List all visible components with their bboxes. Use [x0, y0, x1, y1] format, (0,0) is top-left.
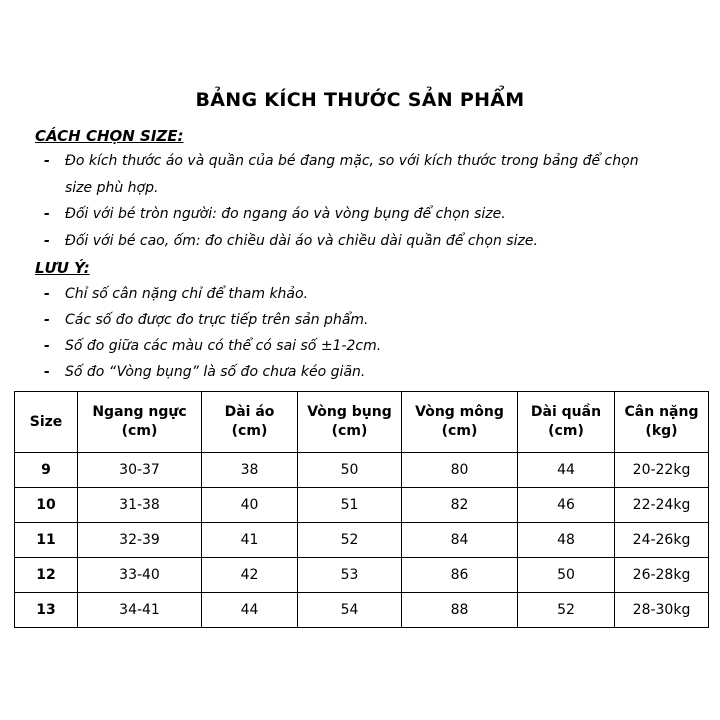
table-row	[15, 558, 709, 593]
note-text: Chỉ số cân nặng chỉ để tham khảo.	[65, 286, 309, 302]
cell-pants-length: 48	[518, 523, 615, 558]
cell-waist: 54	[298, 593, 402, 628]
cell-shirt-length: 40	[202, 488, 298, 523]
cell-size: 11	[15, 523, 78, 558]
cell-hip: 88	[402, 593, 518, 628]
bullet-dash: -	[44, 364, 50, 380]
cell-weight: 20-22kg	[615, 453, 709, 488]
cell-chest: 30-37	[78, 453, 202, 488]
header-weight: Cân nặng (kg)	[615, 392, 709, 453]
cell-pants-length: 52	[518, 593, 615, 628]
cell-hip: 80	[402, 453, 518, 488]
choose-size-text: Đối với bé cao, ốm: đo chiều dài áo và chiều dài quần để chọn size.	[65, 233, 538, 249]
header-pants-length: Dài quần (cm)	[518, 392, 615, 453]
table-header-row	[15, 392, 709, 453]
cell-weight: 22-24kg	[615, 488, 709, 523]
bullet-dash: -	[44, 312, 50, 328]
cell-chest: 31-38	[78, 488, 202, 523]
header-hip: Vòng mông (cm)	[402, 392, 518, 453]
cell-hip: 86	[402, 558, 518, 593]
cell-size: 10	[15, 488, 78, 523]
choose-size-heading: CÁCH CHỌN SIZE:	[35, 127, 184, 145]
header-size: Size	[15, 392, 78, 453]
bullet-dash: -	[44, 338, 50, 354]
cell-chest: 33-40	[78, 558, 202, 593]
choose-size-text: Đo kích thước áo và quần của bé đang mặc, so với kích thước trong bảng để chọn	[65, 153, 639, 169]
cell-shirt-length: 44	[202, 593, 298, 628]
note-text: Số đo giữa các màu có thể có sai số ±1-2cm.	[65, 338, 382, 354]
cell-weight: 24-26kg	[615, 523, 709, 558]
bullet-dash: -	[44, 153, 50, 169]
note-text: Số đo “Vòng bụng” là số đo chưa kéo giãn.	[65, 364, 366, 380]
bullet-dash: -	[44, 233, 50, 249]
cell-shirt-length: 41	[202, 523, 298, 558]
header-waist: Vòng bụng (cm)	[298, 392, 402, 453]
bullet-dash: -	[44, 286, 50, 302]
cell-size: 12	[15, 558, 78, 593]
cell-hip: 82	[402, 488, 518, 523]
choose-size-text: size phù hợp.	[65, 180, 159, 196]
header-shirt-length: Dài áo (cm)	[202, 392, 298, 453]
cell-weight: 28-30kg	[615, 593, 709, 628]
cell-size: 9	[15, 453, 78, 488]
choose-size-text: Đối với bé tròn người: đo ngang áo và vòng bụng để chọn size.	[65, 206, 506, 222]
table-row	[15, 593, 709, 628]
table-row	[15, 453, 709, 488]
cell-waist: 53	[298, 558, 402, 593]
cell-weight: 26-28kg	[615, 558, 709, 593]
size-table	[14, 391, 709, 628]
cell-size: 13	[15, 593, 78, 628]
cell-waist: 50	[298, 453, 402, 488]
cell-shirt-length: 38	[202, 453, 298, 488]
header-chest: Ngang ngực (cm)	[78, 392, 202, 453]
cell-pants-length: 46	[518, 488, 615, 523]
note-text: Các số đo được đo trực tiếp trên sản phẩm.	[65, 312, 369, 328]
notes-heading: LƯU Ý:	[35, 259, 90, 277]
page-title: BẢNG KÍCH THƯỚC SẢN PHẨM	[195, 89, 525, 111]
cell-hip: 84	[402, 523, 518, 558]
cell-waist: 52	[298, 523, 402, 558]
cell-chest: 32-39	[78, 523, 202, 558]
table-row	[15, 488, 709, 523]
cell-pants-length: 50	[518, 558, 615, 593]
cell-shirt-length: 42	[202, 558, 298, 593]
cell-pants-length: 44	[518, 453, 615, 488]
table-row	[15, 523, 709, 558]
bullet-dash: -	[44, 206, 50, 222]
cell-waist: 51	[298, 488, 402, 523]
cell-chest: 34-41	[78, 593, 202, 628]
